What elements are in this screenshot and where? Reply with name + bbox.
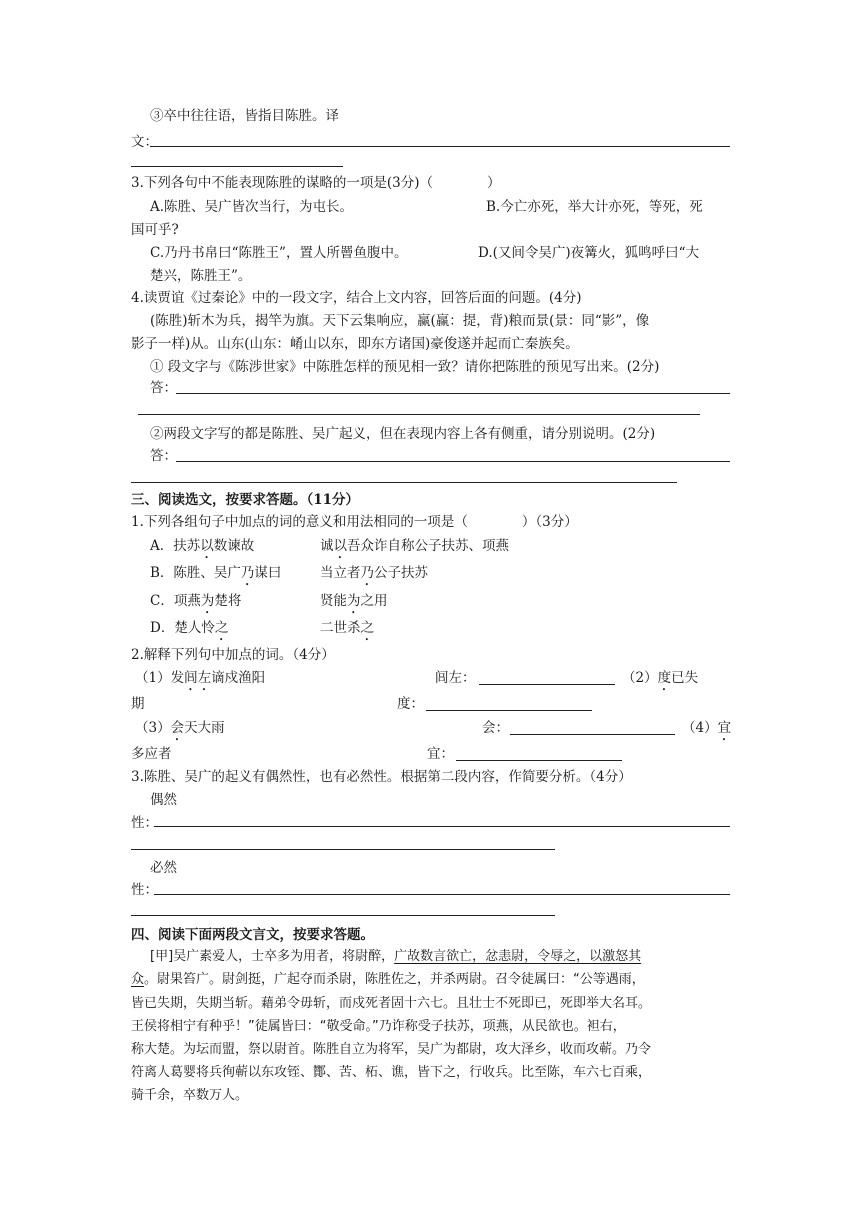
q4-sub-question-1: ① 段文字与《陈涉世家》中陈胜怎样的预见相一致？请你把陈胜的预见写出来。(2分) — [150, 359, 660, 375]
item-text: 谪戍渔阳 — [211, 670, 266, 686]
s3-q2-item-3 — [135, 718, 225, 744]
item-number: （1）发 — [135, 670, 185, 686]
s3-q1-option-b-right — [320, 563, 428, 589]
question-4-stem: 4.读贾谊《过秦论》中的一段文字，结合上文内容，回答后面的问题。(4分) — [131, 290, 582, 306]
s3-q2-item-1 — [135, 668, 265, 694]
answer-line — [138, 414, 700, 415]
answer-label: 性： — [131, 815, 158, 831]
answer-label: 答： — [150, 380, 177, 396]
option-text: 公子扶苏 — [374, 565, 428, 581]
dotted-word: 度 — [657, 670, 672, 686]
q3-option-b-cont: 国可乎? — [131, 222, 179, 238]
s3-q1-option-a-right — [320, 536, 509, 562]
answer-line — [131, 849, 555, 850]
item-text: 已失 — [671, 670, 699, 686]
s3-q1-option-b — [150, 563, 281, 589]
s3-q2-item-4 — [682, 718, 731, 744]
item-number: （4） — [682, 720, 718, 736]
s3-q1-option-c — [150, 591, 241, 617]
dotted-word: 会 — [170, 720, 185, 736]
answer-line — [176, 461, 730, 462]
s3-q2-item-2 — [622, 668, 698, 694]
q4-sub-question-2: ②两段文字写的都是陈胜、吴广起义，但在表现内容上各有侧重，请分别说明。(2分) — [150, 426, 656, 442]
option-label: A．扶苏 — [150, 538, 201, 554]
passage-line: 骑千余，卒数万人。 — [131, 1088, 249, 1103]
s3-q2-item-2-cont: 期 — [131, 696, 145, 712]
answer-label: 度： — [397, 696, 424, 712]
q3-option-d: D.(又间令吴广)夜篝火，狐鸣呼曰“大 — [478, 245, 700, 261]
dotted-word: 为 — [200, 593, 215, 609]
q3-option-c: C.乃丹书帛曰“陈胜王”，置人所罾鱼腹中。 — [150, 245, 408, 261]
option-label: D．楚人怜 — [150, 620, 215, 636]
passage-line — [150, 947, 641, 967]
answer-label: 会： — [482, 720, 509, 736]
answer-line — [154, 894, 730, 895]
answer-line — [510, 734, 675, 735]
option-label: B．陈胜、吴广 — [150, 565, 241, 581]
answer-line — [176, 393, 730, 394]
option-label: C．项燕 — [150, 593, 201, 609]
s3-q1-option-a — [150, 536, 254, 562]
s3-q1-option-d-right — [320, 618, 374, 644]
s3-question-3-stem: 3.陈胜、吴广的起义有偶然性，也有必然性。根据第二段内容，作简要分析。（4分） — [131, 769, 632, 785]
s3-q1-option-d — [150, 618, 228, 644]
passage-line: 称大楚。为坛而盟，祭以尉首。陈胜自立为将军，吴广为都尉，攻大泽乡，收而攻蕲。乃令 — [131, 1042, 652, 1057]
q4-passage-line: 影子一样)从。山东(山东：崤山以东，即东方诸国)豪俊遂并起而亡秦族矣。 — [131, 336, 579, 352]
s3-question-2-stem: 2.解释下列句中加点的词。（4分） — [131, 647, 335, 663]
answer-line — [150, 146, 730, 147]
dotted-word: 之 — [360, 620, 374, 636]
s3-q1-option-c-right — [320, 591, 388, 617]
answer-label: 宜： — [427, 746, 454, 762]
s3-q2-item-4-cont: 多应者 — [131, 746, 172, 762]
q3-option-a: A.陈胜、吴广皆次当行，为屯长。 — [150, 199, 354, 215]
answer-label: 文： — [131, 134, 158, 150]
option-text: 贤能 — [320, 593, 347, 609]
passage-text: [甲]吴广素爱人，士卒多为用者，将尉醉， — [150, 949, 395, 964]
option-text: 数谏故 — [213, 538, 255, 554]
item-number: （3） — [135, 720, 171, 736]
accidental-label: 偶然 — [150, 792, 177, 808]
option-text: 二世杀 — [320, 620, 361, 636]
s3-question-1-stem: 1.下列各组句子中加点的词的意义和用法相同的一项是（ ）（3分） — [131, 514, 578, 530]
answer-line — [131, 915, 555, 916]
dotted-word: 乃 — [240, 565, 255, 581]
answer-line — [479, 684, 615, 685]
dotted-word: 以 — [333, 538, 347, 554]
section-4-heading: 四、阅读下面两段文言文，按要求答题。 — [131, 927, 374, 943]
underlined-text: 众 — [131, 972, 145, 987]
passage-line: 王侯将相宁有种乎！”徒属皆曰：“敬受命。”乃诈称受子扶苏，项燕，从民欲也。袒右， — [131, 1019, 626, 1034]
answer-label: 闾左： — [435, 670, 476, 686]
passage-line: 皆已失期，失期当斩。藉弟令毋斩，而戍死者固十六七。且壮士不死即已，死即举大名耳。 — [131, 996, 652, 1011]
dotted-word: 乃 — [360, 565, 374, 581]
answer-line — [131, 166, 343, 167]
item-text: 天大雨 — [184, 720, 225, 736]
dotted-word: 为 — [347, 593, 361, 609]
question-3-stem: 3.下列各句中不能表现陈胜的谋略的一项是(3分)（ ） — [131, 175, 501, 191]
section-3-heading: 三、阅读选文，按要求答题。（11分） — [131, 492, 360, 508]
option-text: 之用 — [360, 593, 388, 609]
option-text: 诚 — [320, 538, 334, 554]
inevitable-label: 必然 — [150, 860, 177, 876]
underlined-text: 广故数言欲亡，忿恚尉，令辱之，以激怒其 — [394, 949, 642, 964]
passage-text: 。尉果笞广。尉剑挺，广起夺而杀尉，陈胜佐之，并杀两尉。召令徒属曰：“公等遇雨， — [144, 972, 645, 987]
answer-line — [426, 710, 592, 711]
dotted-word: 闾左 — [184, 670, 212, 686]
answer-line — [131, 482, 677, 483]
answer-label: 性： — [131, 882, 158, 898]
dotted-word: 宜 — [717, 720, 732, 736]
option-text: 楚将 — [214, 593, 242, 609]
q3-option-b: B.今亡亦死，举大计亦死，等死，死 — [486, 199, 703, 215]
option-text: 吾众诈自称公子扶苏、项燕 — [347, 538, 509, 554]
item-number: （2） — [622, 670, 658, 686]
answer-line — [154, 826, 730, 827]
dotted-word: 之 — [214, 620, 229, 636]
option-text: 谋曰 — [254, 565, 282, 581]
option-text: 当立者 — [320, 565, 361, 581]
q2-item3-prompt: ③卒中往往语，皆指目陈胜。译 — [150, 108, 339, 124]
q4-passage-line: (陈胜)斩木为兵，揭竿为旗。天下云集响应，赢(赢：提，背)粮而景(景：同“影”，像 — [150, 313, 650, 329]
passage-line: 符离人葛婴将兵徇蕲以东攻铚、酇、苦、柘、谯，皆下之，行收兵。比至陈，车六七百乘， — [131, 1065, 652, 1080]
answer-label: 答： — [150, 448, 177, 464]
dotted-word: 以 — [200, 538, 214, 554]
passage-line — [131, 970, 645, 990]
q3-option-d-cont: 楚兴，陈胜王”。 — [150, 268, 252, 284]
answer-line — [456, 760, 622, 761]
